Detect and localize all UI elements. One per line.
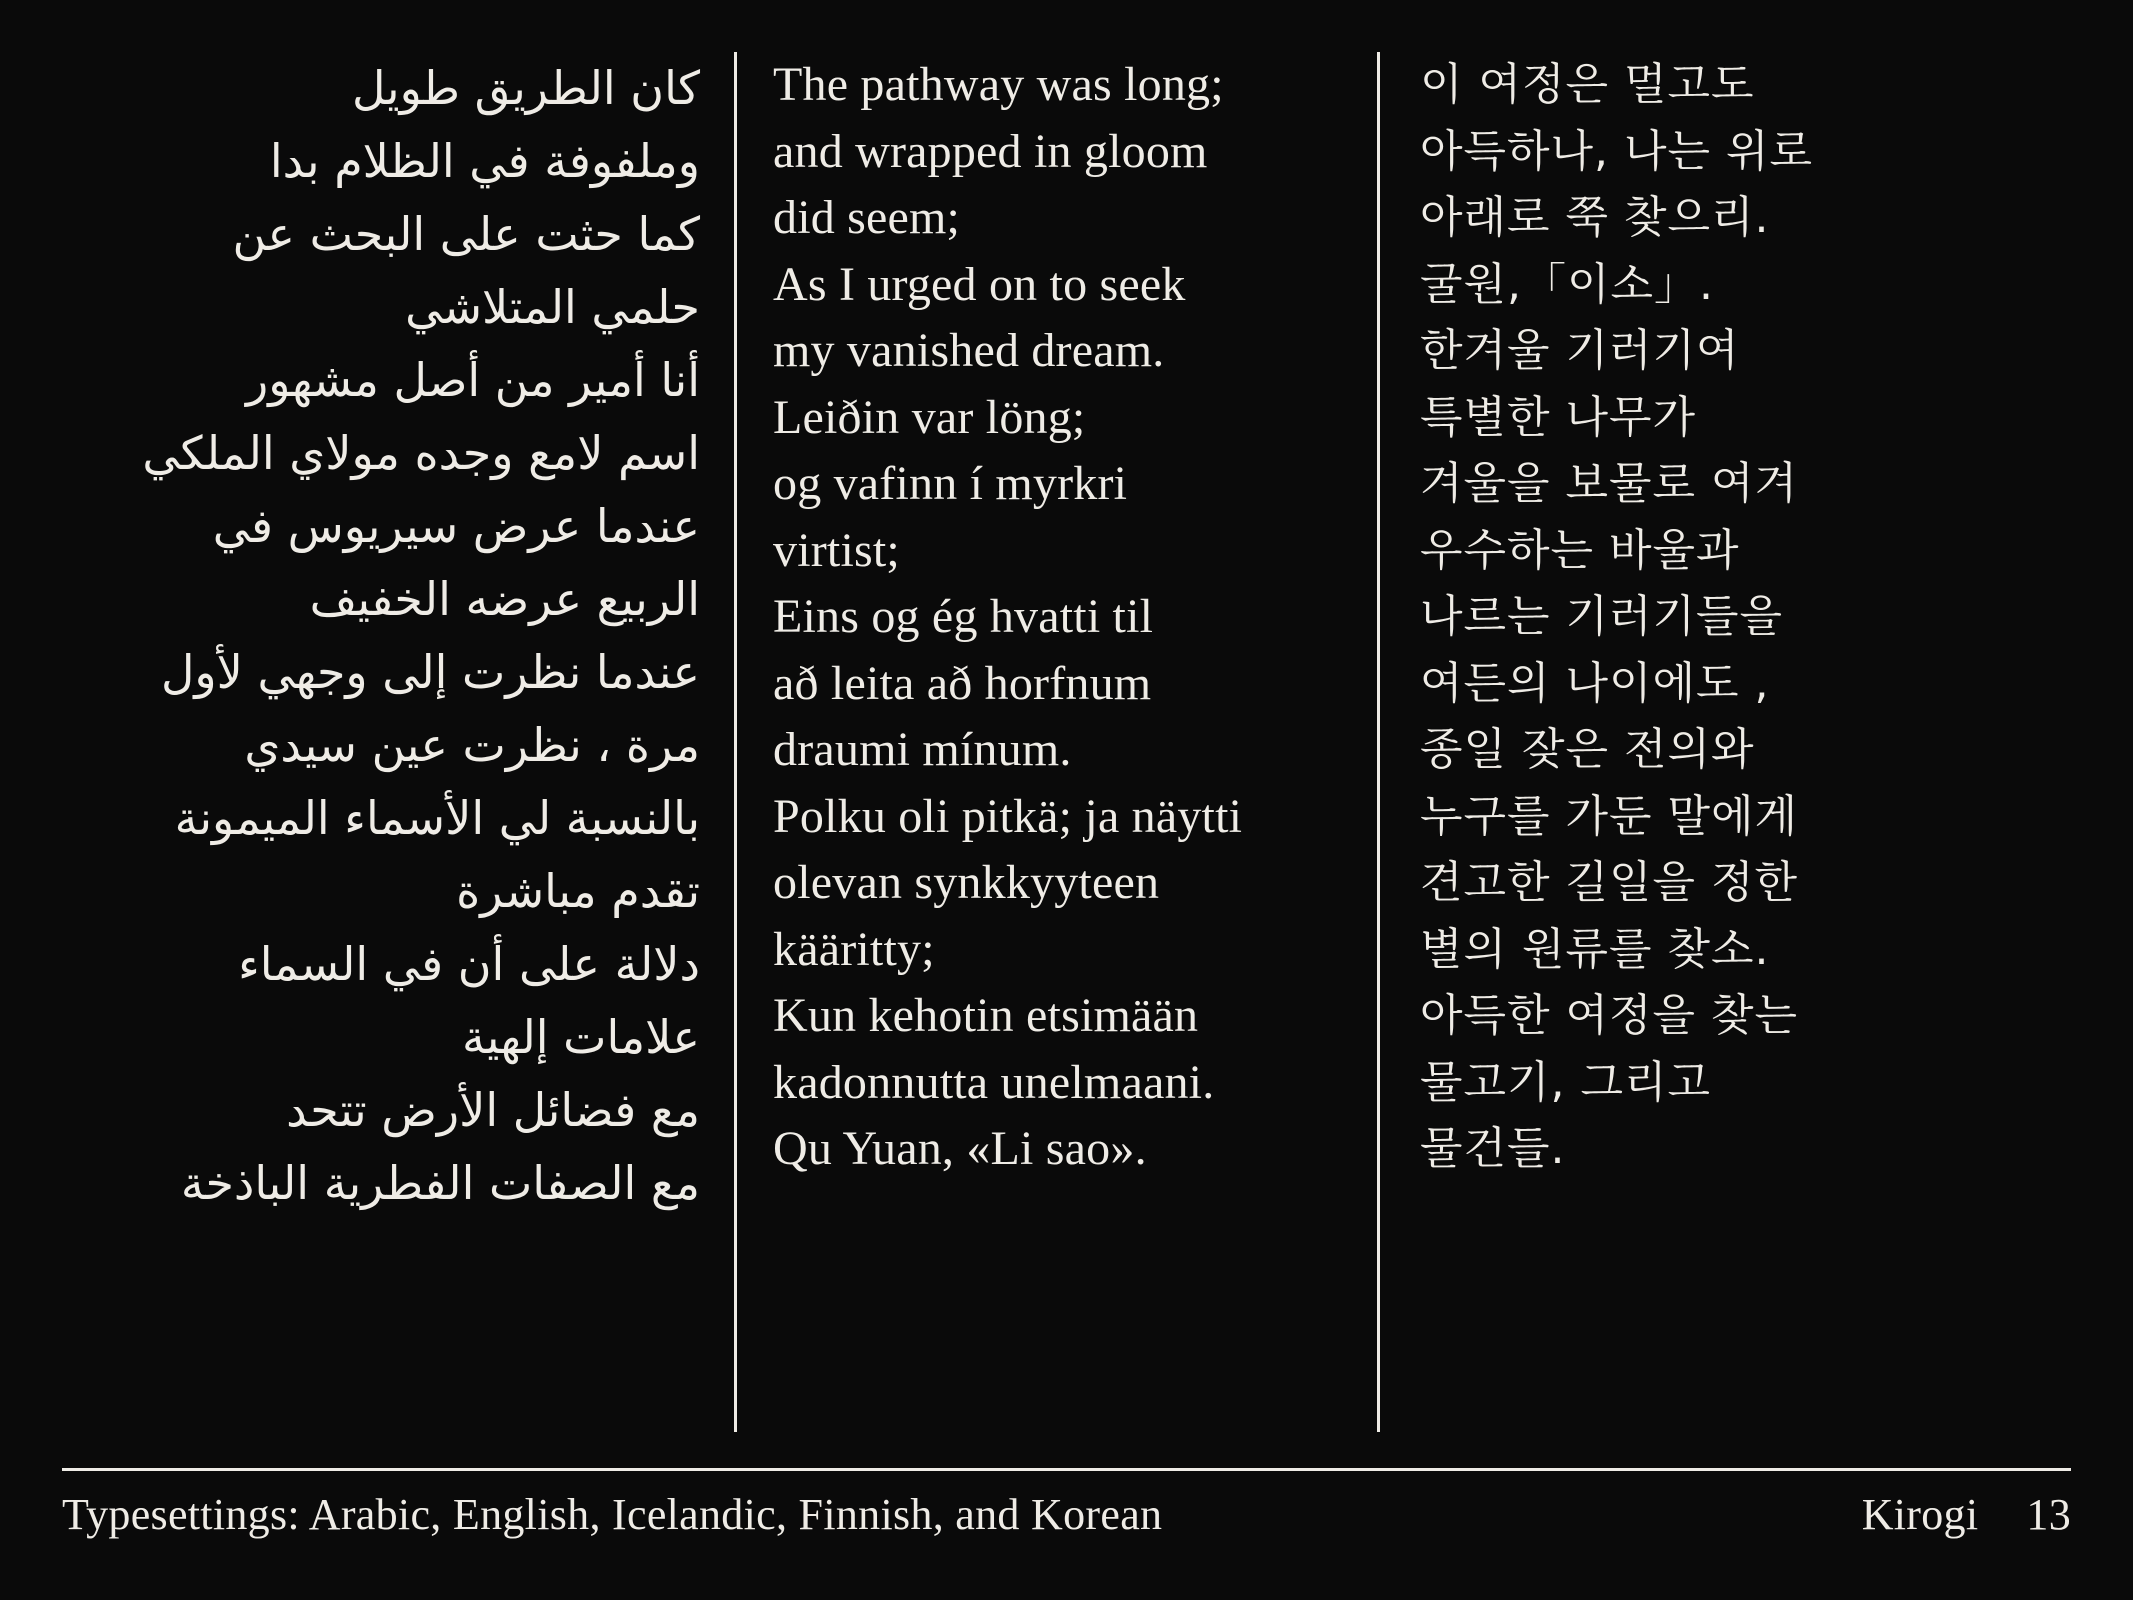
- poem-line: علامات إلهية: [461, 1010, 700, 1064]
- poem-line: عندما نظرت إلى وجهي لأول: [160, 645, 700, 699]
- poem-line: draumi mínum.: [773, 723, 1072, 776]
- column-latin: [737, 52, 1377, 1432]
- poem-line: 견고한 길일을 정한: [1420, 857, 1799, 908]
- poem-line: og vafinn í myrkri: [773, 457, 1128, 510]
- poem-line: 아득하나, 나는 위로: [1420, 125, 1813, 177]
- slide-footer: [62, 1468, 2071, 1540]
- poem-line: Polku oli pitkä; ja näytti: [773, 789, 1243, 843]
- poem-line: Kun kehotin etsimään: [773, 989, 1199, 1042]
- poem-line: 누구를 가둔 말에게: [1420, 790, 1799, 842]
- poem-line: 겨울을 보물로 여겨: [1420, 458, 1799, 509]
- poem-line: að leita að horfnum: [773, 656, 1152, 710]
- poem-line: Eins og ég hvatti til: [773, 590, 1154, 643]
- poem-line: olevan synkkyyteen: [773, 856, 1160, 909]
- footer-caption: Typesettings: Arabic, English, Icelandic, Finnish, and Korean: [62, 1490, 1163, 1539]
- column-korean: [1380, 52, 2040, 1432]
- poem-line: 우수하는 바울과: [1420, 524, 1740, 576]
- poem-line: 이 여정은 멀고도: [1420, 59, 1755, 110]
- poem-line: عندما عرض سيريوس في: [212, 499, 700, 553]
- poem-line: حلمي المتلاشي: [405, 280, 700, 334]
- poem-line: As I urged on to seek: [773, 257, 1186, 311]
- korean-poem: [1420, 52, 2030, 1183]
- poem-line: اسم لامع وجده مولاي الملكي: [142, 426, 700, 480]
- poem-line: 특별한 나무가: [1420, 391, 1697, 443]
- poem-line: 종일 잦은 전의와: [1420, 724, 1755, 775]
- poem-line: kääritty;: [773, 922, 935, 976]
- poem-line: and wrapped in gloom: [773, 124, 1208, 178]
- poem-line: 아득한 여정을 찾는: [1420, 990, 1799, 1041]
- poem-line: بالنسبة لي الأسماء الميمونة: [174, 791, 700, 845]
- page-number: 13: [2026, 1490, 2071, 1539]
- poem-line: 물고기, 그리고: [1420, 1056, 1711, 1108]
- poem-line: دلالة على أن في السماء: [238, 937, 700, 991]
- poem-line: Leiðin var löng;: [773, 390, 1086, 444]
- column-arabic: [62, 52, 734, 1432]
- poem-line: تقدم مباشرة: [456, 864, 700, 918]
- poem-line: Qu Yuan, «Li sao».: [773, 1122, 1147, 1175]
- poem-line: my vanished dream.: [773, 324, 1165, 377]
- poem-line: وملفوفة في الظلام بدا: [269, 134, 700, 188]
- latin-poem: [773, 52, 1345, 1183]
- poem-line: The pathway was long;: [773, 58, 1224, 111]
- poem-line: 굴원,「이소」.: [1420, 258, 1714, 310]
- text-columns: [62, 52, 2071, 1432]
- poem-line: الربيع عرضه الخفيف: [309, 572, 700, 626]
- footer-right: [1862, 1489, 2071, 1540]
- poem-line: مع فضائل الأرض تتحد: [286, 1083, 700, 1137]
- poem-line: kadonnutta unelmaani.: [773, 1055, 1215, 1109]
- poem-line: did seem;: [773, 191, 961, 244]
- poem-line: 별의 원류를 찾소.: [1420, 923, 1770, 975]
- poem-line: أنا أمير من أصل مشهور: [246, 353, 700, 407]
- poem-line: كان الطريق طويل: [351, 61, 700, 115]
- poem-line: مرة ، نظرت عين سيدي: [244, 718, 700, 772]
- poem-line: مع الصفات الفطرية الباذخة: [180, 1156, 700, 1210]
- poem-line: virtist;: [773, 523, 900, 577]
- poem-line: 한겨울 기러기여: [1420, 325, 1740, 376]
- poem-line: 아래로 쭉 찾으리.: [1420, 192, 1770, 243]
- poem-line: 물건들.: [1420, 1123, 1566, 1174]
- poem-line: 나르는 기러기들을: [1420, 591, 1784, 642]
- footer-label: Kirogi: [1861, 1490, 1979, 1539]
- poem-line: 여든의 나이에도 ,: [1420, 657, 1770, 709]
- poem-line: كما حثت على البحث عن: [232, 207, 700, 261]
- arabic-poem: [72, 52, 700, 1220]
